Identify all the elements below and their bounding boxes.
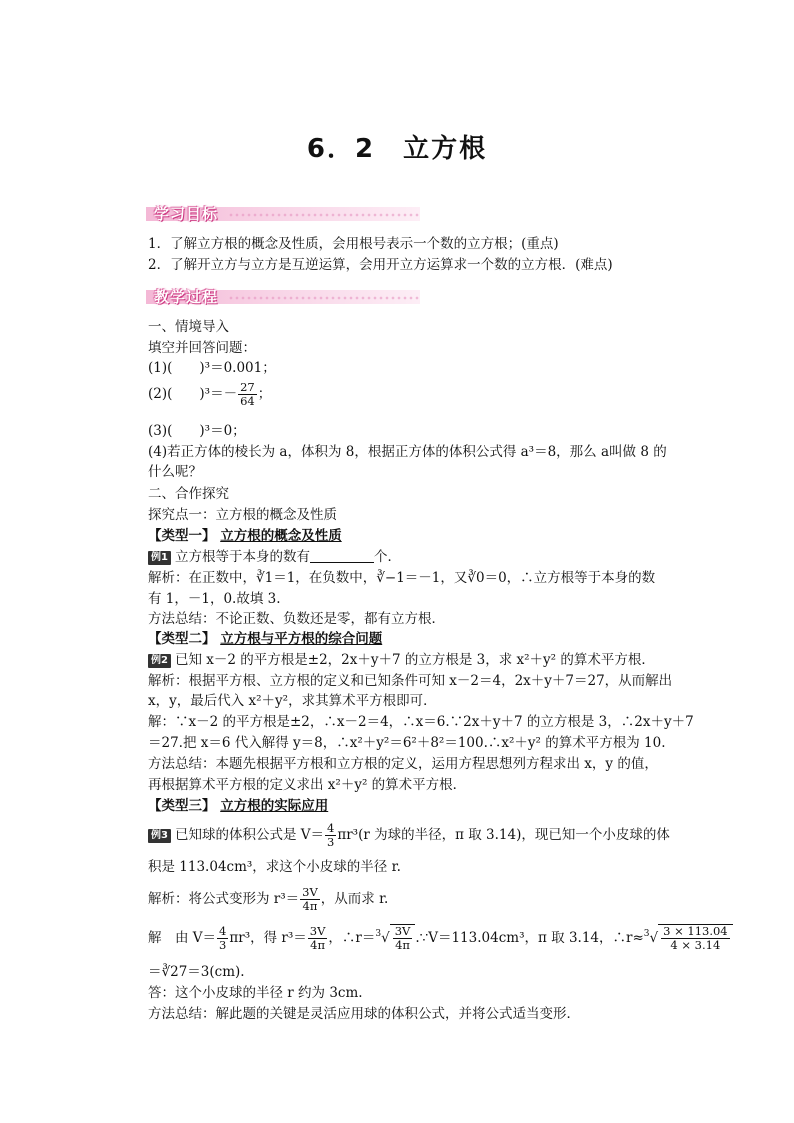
example-2: 例2 已知 x－2 的平方根是±2，2x＋y＋7 的立方根是 3，求 x²＋y² 的算术平方根． xyxy=(148,651,655,669)
intro-heading: 一、情境导入 xyxy=(148,319,229,335)
cube-root xyxy=(390,924,416,952)
example-1: 例1 立方根等于本身的数有 个． xyxy=(148,548,401,566)
fraction: $\frac{3 \times 113.04}{4 \times 3.14}$ xyxy=(663,924,728,952)
example-1-method: 方法总结：不论正数、负数还是零，都有立方根． xyxy=(148,611,445,627)
fraction: $\frac{3V}{4\pi}$ xyxy=(394,924,411,952)
example-3-analysis: 解析：将公式变形为 r³＝ $\frac{3V}{4\pi}$ ，从而求 r. xyxy=(148,885,389,913)
example-3-answer: 答：这个小皮球的半径 r 约为 3cm. xyxy=(148,985,363,1001)
explore-heading: 二、合作探究 xyxy=(148,486,229,502)
example-badge: 例1 xyxy=(148,551,171,565)
example-1-analysis-line1: 解析：在正数中，∛1＝1，在负数中，∛−1＝－1，又∛0＝0，∴立方根等于本身的数 xyxy=(148,570,656,586)
type-2-heading: 【类型二】 立方根与平方根的综合问题 xyxy=(148,631,383,647)
section-banner-process xyxy=(146,286,420,306)
section-banner-goals xyxy=(146,203,420,223)
section-label-process: 教学过程 xyxy=(154,288,219,306)
fraction: $\frac{4}{3}$ xyxy=(327,821,335,849)
example-2-analysis-line1: 解析：根据平方根、立方根的定义和已知条件可知 x－2＝4，2x＋y＋7＝27，从而解出 xyxy=(148,673,673,689)
example-2-solution-line2: ＝27.把 x＝6 代入解得 y＝8，∴x²＋y²＝6²＋8²＝100.∴x²＋y² 的算术平方根为 10. xyxy=(148,735,666,751)
fraction: $\frac{3V}{4\pi}$ xyxy=(309,924,326,952)
example-3-solution-line2: ＝∛27＝3(cm). xyxy=(148,964,245,980)
example-badge: 例2 xyxy=(148,654,171,668)
example-2-method-line2: 再根据算术平方根的定义求出 x²＋y² 的算术平方根． xyxy=(148,777,467,793)
type-1-heading: 【类型一】 立方根的概念及性质 xyxy=(148,528,342,544)
example-2-analysis-line2: x，y，最后代入 x²＋y²，求其算术平方根即可． xyxy=(148,693,437,709)
section-label-goals: 学习目标 xyxy=(154,205,219,223)
example-3: 例3 已知球的体积公式是 V＝ $\frac{4}{3}$ πr³(r 为球的半径，π 取 3.14)，现已知一个小皮球的体 xyxy=(148,822,670,849)
explore-point-1: 探究点一：立方根的概念及性质 xyxy=(148,507,337,523)
question-1: (1)( )³＝0.001； xyxy=(148,360,276,376)
example-badge: 例3 xyxy=(148,829,171,843)
title-text: 立方根 xyxy=(403,134,488,164)
intro-prompt: 填空并回答问题： xyxy=(148,340,256,356)
example-3-method: 方法总结：解此题的关键是灵活应用球的体积公式，并将公式适当变形． xyxy=(148,1006,580,1022)
fraction: $\frac{3V}{4\pi}$ xyxy=(302,885,318,913)
question-2: (2)( )³＝－ $\frac{27}{64}$ ； xyxy=(148,380,272,408)
title-number: 6．2 xyxy=(306,134,376,164)
goal-item: 2．了解开立方与立方是互逆运算，会用开立方运算求一个数的立方根．(难点) xyxy=(148,257,613,273)
fraction: $\frac{4}{3}$ xyxy=(219,924,227,952)
example-2-solution-line1: 解：∵x－2 的平方根是±2，∴x－2＝4，∴x＝6.∵2x＋y＋7 的立方根是 3，∴2x＋y＋7 xyxy=(148,714,694,730)
question-4-line2: 什么呢？ xyxy=(148,464,202,480)
type-3-heading: 【类型三】 立方根的实际应用 xyxy=(148,798,329,814)
fraction: $\frac{27}{64}$ xyxy=(240,380,255,408)
example-1-analysis-line2: 有 1，－1，0.故填 3. xyxy=(148,591,281,607)
question-4-line1: (4)若正方体的棱长为 a，体积为 8，根据正方体的体积公式得 a³＝8，那么 a叫做 8 的 xyxy=(148,444,667,460)
goal-item: 1．了解立方根的概念及性质，会用根号表示一个数的立方根；(重点) xyxy=(148,236,559,252)
question-3: (3)( )³＝0； xyxy=(148,423,246,439)
answer-blank xyxy=(310,550,374,563)
cube-root xyxy=(658,924,733,952)
example-3-solution-line1: 解 由 V＝ $\frac{4}{3}$ πr³，得 r³＝ $\frac{3V}{4\pi}$ ，∴r＝$^3$√ $\frac{3V}{4\pi}$ .∵V＝113.04cm³，π 取 3.14，∴r≈$^3$√ $\frac{3 \times 113.04}{4 \times 3.14}$ xyxy=(148,924,733,952)
example-3-line2: 积是 113.04cm³，求这个小皮球的半径 r. xyxy=(148,859,401,875)
page-title xyxy=(0,128,794,165)
example-2-method-line1: 方法总结：本题先根据平方根和立方根的定义，运用方程思想列方程求出 x，y 的值， xyxy=(148,756,658,772)
